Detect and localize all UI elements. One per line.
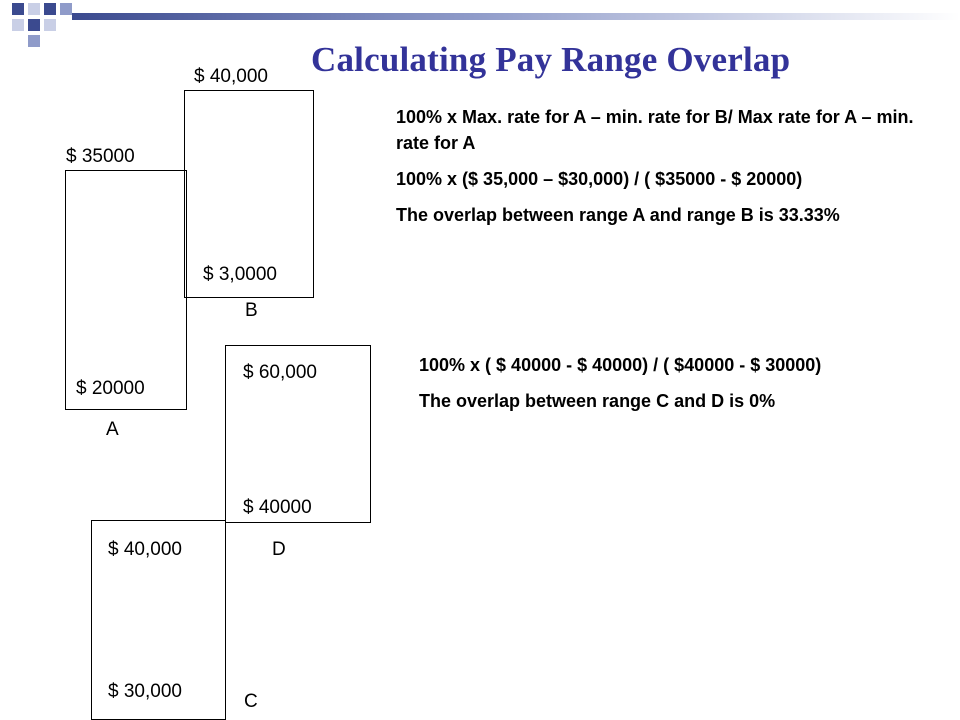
- decor-square: [28, 35, 40, 47]
- range-d-name: D: [272, 539, 286, 560]
- range-a-max: $ 35000: [66, 146, 135, 167]
- decor-square: [60, 3, 72, 15]
- calc-cd-substitution: 100% x ( $ 40000 - $ 40000) / ( $40000 - $ 30000): [419, 355, 822, 375]
- decor-square: [28, 19, 40, 31]
- decor-square: [28, 3, 40, 15]
- calc-ab: [396, 104, 951, 238]
- range-c-min: $ 30,000: [108, 681, 182, 702]
- header-rule: [72, 13, 960, 20]
- calc-ab-formula: 100% x Max. rate for A – min. rate for B/ Max rate for A – min. rate for A: [396, 107, 914, 153]
- calc-ab-substitution: 100% x ($ 35,000 – $30,000) / ( $35000 - $ 20000): [396, 169, 803, 189]
- calc-cd-result: The overlap between range C and D is 0%: [419, 391, 776, 411]
- decor-square: [44, 3, 56, 15]
- range-c-name: C: [244, 691, 258, 712]
- range-a-box: [65, 170, 187, 410]
- range-c-max: $ 40,000: [108, 539, 182, 560]
- range-b-max: $ 40,000: [194, 66, 268, 87]
- range-b-min: $ 3,0000: [203, 264, 277, 285]
- decor-square: [44, 19, 56, 31]
- decor-square: [12, 3, 24, 15]
- range-d-max: $ 60,000: [243, 362, 317, 383]
- range-d-min: $ 40000: [243, 497, 312, 518]
- range-b-name: B: [245, 300, 258, 321]
- calc-ab-result: The overlap between range A and range B is 33.33%: [396, 205, 840, 225]
- calc-cd: [419, 352, 899, 424]
- range-a-min: $ 20000: [76, 378, 145, 399]
- decor-square: [12, 19, 24, 31]
- range-a-name: A: [106, 419, 119, 440]
- page-title: Calculating Pay Range Overlap: [311, 40, 791, 79]
